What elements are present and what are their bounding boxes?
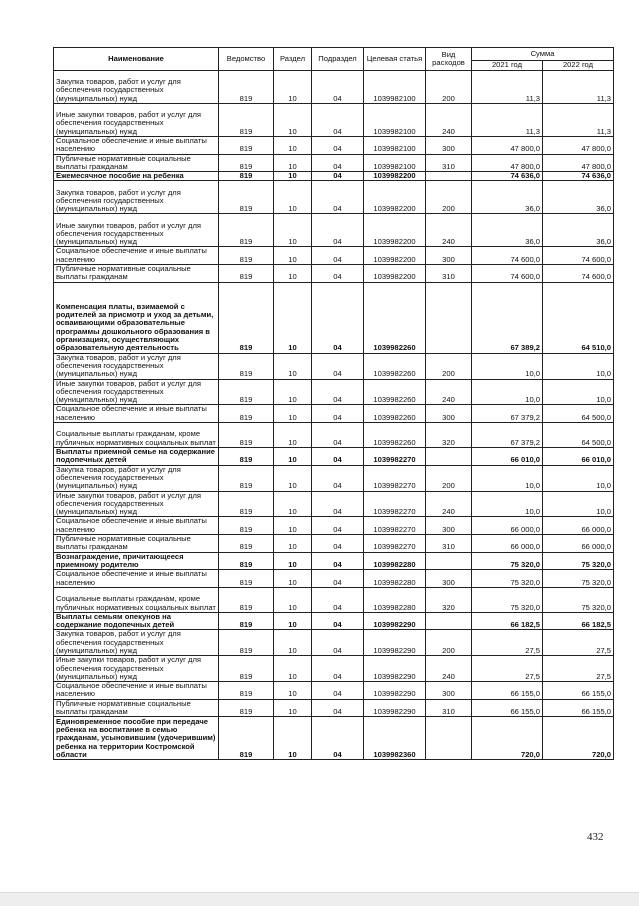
cell-target: 1039982260 — [364, 282, 426, 353]
cell-type: 300 — [426, 570, 472, 588]
table-row — [54, 265, 614, 283]
table-row — [54, 587, 614, 612]
cell-sec: 10 — [274, 448, 312, 466]
cell-sec: 10 — [274, 699, 312, 717]
cell-y2021: 11,3 — [472, 71, 543, 104]
cell-name: Вознаграждение, причитающееся приемному родителю — [54, 552, 219, 570]
table-row — [54, 282, 614, 353]
cell-dept: 819 — [219, 265, 274, 283]
cell-target: 1039982260 — [364, 379, 426, 405]
cell-y2022: 66 010,0 — [543, 448, 614, 466]
cell-type: 240 — [426, 214, 472, 247]
cell-dept: 819 — [219, 379, 274, 405]
cell-type: 200 — [426, 630, 472, 656]
cell-y2022: 74 600,0 — [543, 247, 614, 265]
cell-y2021: 10,0 — [472, 353, 543, 379]
cell-y2021: 74 636,0 — [472, 172, 543, 181]
cell-target: 1039982360 — [364, 717, 426, 760]
cell-y2022: 66 155,0 — [543, 682, 614, 700]
cell-sub: 04 — [312, 214, 364, 247]
cell-sub: 04 — [312, 630, 364, 656]
cell-name: Выплаты приемной семье на содержание подопечных детей — [54, 448, 219, 466]
table-row — [54, 353, 614, 379]
cell-y2022: 75 320,0 — [543, 570, 614, 588]
cell-sub: 04 — [312, 154, 364, 172]
cell-target: 1039982270 — [364, 465, 426, 491]
header-target-article: Целевая статья — [364, 48, 426, 71]
table-row — [54, 181, 614, 214]
table-row — [54, 491, 614, 517]
cell-y2022: 10,0 — [543, 379, 614, 405]
cell-name: Закупка товаров, работ и услуг для обеспечения государственных (муниципальных) нужд — [54, 181, 219, 214]
cell-dept: 819 — [219, 448, 274, 466]
cell-y2022: 66 000,0 — [543, 517, 614, 535]
cell-dept: 819 — [219, 214, 274, 247]
cell-y2022: 36,0 — [543, 181, 614, 214]
cell-type: 300 — [426, 517, 472, 535]
cell-y2021: 47 800,0 — [472, 154, 543, 172]
cell-y2022: 720,0 — [543, 717, 614, 760]
cell-name: Публичные нормативные социальные выплаты гражданам — [54, 535, 219, 553]
table-row — [54, 465, 614, 491]
cell-sub: 04 — [312, 570, 364, 588]
cell-sec: 10 — [274, 552, 312, 570]
cell-dept: 819 — [219, 423, 274, 448]
header-department: Ведомство — [219, 48, 274, 71]
cell-sub: 04 — [312, 247, 364, 265]
cell-sub: 04 — [312, 682, 364, 700]
cell-sub: 04 — [312, 104, 364, 137]
cell-type: 240 — [426, 379, 472, 405]
table-row — [54, 699, 614, 717]
cell-sec: 10 — [274, 181, 312, 214]
table-row — [54, 172, 614, 181]
cell-y2021: 10,0 — [472, 491, 543, 517]
cell-sec: 10 — [274, 172, 312, 181]
cell-type — [426, 282, 472, 353]
cell-type — [426, 717, 472, 760]
cell-y2021: 74 600,0 — [472, 265, 543, 283]
cell-dept: 819 — [219, 181, 274, 214]
cell-sub: 04 — [312, 656, 364, 682]
cell-dept: 819 — [219, 491, 274, 517]
header-expense-type: Вид расходов — [426, 48, 472, 71]
cell-y2022: 66 155,0 — [543, 699, 614, 717]
cell-sec: 10 — [274, 247, 312, 265]
cell-name: Социальное обеспечение и иные выплаты населению — [54, 682, 219, 700]
cell-name: Компенсация платы, взимаемой с родителей за присмотр и уход за детьми, осваивающими образовательные программы дошкольного образования в организациях, осуществляющих образовательную деятельность — [54, 282, 219, 353]
cell-sub: 04 — [312, 282, 364, 353]
cell-type: 310 — [426, 699, 472, 717]
cell-dept: 819 — [219, 570, 274, 588]
cell-sub: 04 — [312, 699, 364, 717]
cell-target: 1039982280 — [364, 587, 426, 612]
cell-y2022: 74 636,0 — [543, 172, 614, 181]
cell-sub: 04 — [312, 517, 364, 535]
cell-y2022: 64 510,0 — [543, 282, 614, 353]
cell-dept: 819 — [219, 247, 274, 265]
cell-target: 1039982280 — [364, 570, 426, 588]
cell-target: 1039982260 — [364, 405, 426, 423]
cell-type: 300 — [426, 247, 472, 265]
cell-y2021: 11,3 — [472, 104, 543, 137]
cell-name: Публичные нормативные социальные выплаты гражданам — [54, 154, 219, 172]
cell-target: 1039982290 — [364, 699, 426, 717]
cell-y2021: 67 389,2 — [472, 282, 543, 353]
cell-target: 1039982100 — [364, 137, 426, 155]
cell-sec: 10 — [274, 379, 312, 405]
cell-type — [426, 552, 472, 570]
cell-name: Закупка товаров, работ и услуг для обеспечения государственных (муниципальных) нужд — [54, 630, 219, 656]
table-row — [54, 423, 614, 448]
cell-type: 240 — [426, 491, 472, 517]
header-year-2022: 2022 год — [543, 61, 614, 71]
cell-name: Выплаты семьям опекунов на содержание подопечных детей — [54, 612, 219, 630]
cell-y2021: 66 182,5 — [472, 612, 543, 630]
cell-target: 1039982290 — [364, 630, 426, 656]
cell-sub: 04 — [312, 465, 364, 491]
cell-y2021: 75 320,0 — [472, 570, 543, 588]
cell-y2021: 67 379,2 — [472, 423, 543, 448]
table-header — [54, 48, 614, 71]
cell-dept: 819 — [219, 172, 274, 181]
page-number: 432 — [587, 831, 604, 843]
cell-y2022: 10,0 — [543, 465, 614, 491]
cell-dept: 819 — [219, 587, 274, 612]
cell-target: 1039982100 — [364, 71, 426, 104]
cell-sec: 10 — [274, 535, 312, 553]
cell-y2021: 36,0 — [472, 214, 543, 247]
cell-dept: 819 — [219, 535, 274, 553]
cell-sub: 04 — [312, 448, 364, 466]
cell-sec: 10 — [274, 265, 312, 283]
cell-dept: 819 — [219, 405, 274, 423]
cell-sub: 04 — [312, 172, 364, 181]
cell-sub: 04 — [312, 587, 364, 612]
cell-dept: 819 — [219, 552, 274, 570]
cell-target: 1039982200 — [364, 214, 426, 247]
cell-y2022: 75 320,0 — [543, 587, 614, 612]
cell-sec: 10 — [274, 491, 312, 517]
cell-dept: 819 — [219, 699, 274, 717]
cell-type: 200 — [426, 353, 472, 379]
cell-y2021: 720,0 — [472, 717, 543, 760]
cell-sec: 10 — [274, 423, 312, 448]
cell-type — [426, 448, 472, 466]
cell-sec: 10 — [274, 570, 312, 588]
cell-sub: 04 — [312, 379, 364, 405]
cell-y2022: 10,0 — [543, 491, 614, 517]
cell-dept: 819 — [219, 612, 274, 630]
table-row — [54, 570, 614, 588]
cell-y2021: 67 379,2 — [472, 405, 543, 423]
cell-y2021: 10,0 — [472, 465, 543, 491]
cell-type: 300 — [426, 137, 472, 155]
cell-dept: 819 — [219, 630, 274, 656]
cell-sub: 04 — [312, 535, 364, 553]
cell-type: 320 — [426, 423, 472, 448]
cell-name: Закупка товаров, работ и услуг для обеспечения государственных (муниципальных) нужд — [54, 465, 219, 491]
table-row — [54, 71, 614, 104]
table-row — [54, 154, 614, 172]
cell-sub: 04 — [312, 717, 364, 760]
cell-sub: 04 — [312, 552, 364, 570]
cell-target: 1039982200 — [364, 172, 426, 181]
cell-sec: 10 — [274, 517, 312, 535]
cell-y2022: 11,3 — [543, 71, 614, 104]
table-row — [54, 137, 614, 155]
cell-y2022: 11,3 — [543, 104, 614, 137]
cell-y2022: 27,5 — [543, 656, 614, 682]
cell-y2021: 66 155,0 — [472, 699, 543, 717]
table-row — [54, 682, 614, 700]
cell-target: 1039982280 — [364, 552, 426, 570]
cell-target: 1039982290 — [364, 682, 426, 700]
cell-name: Социальные выплаты гражданам, кроме публичных нормативных социальных выплат — [54, 423, 219, 448]
cell-name: Социальное обеспечение и иные выплаты населению — [54, 570, 219, 588]
cell-dept: 819 — [219, 717, 274, 760]
cell-y2021: 75 320,0 — [472, 587, 543, 612]
cell-y2022: 27,5 — [543, 630, 614, 656]
table-row — [54, 405, 614, 423]
cell-sec: 10 — [274, 612, 312, 630]
cell-y2022: 75 320,0 — [543, 552, 614, 570]
table-row — [54, 517, 614, 535]
cell-target: 1039982200 — [364, 181, 426, 214]
cell-name: Социальные выплаты гражданам, кроме публичных нормативных социальных выплат — [54, 587, 219, 612]
cell-name: Публичные нормативные социальные выплаты гражданам — [54, 699, 219, 717]
cell-y2022: 36,0 — [543, 214, 614, 247]
cell-y2021: 66 000,0 — [472, 535, 543, 553]
cell-y2022: 64 500,0 — [543, 405, 614, 423]
table-row — [54, 448, 614, 466]
cell-dept: 819 — [219, 137, 274, 155]
cell-name: Социальное обеспечение и иные выплаты населению — [54, 405, 219, 423]
cell-y2022: 74 600,0 — [543, 265, 614, 283]
cell-name: Единовременное пособие при передаче ребенка на воспитание в семью гражданам, усыновившим (удочерившим) ребенка на территории Костромской области — [54, 717, 219, 760]
table-row — [54, 104, 614, 137]
cell-type — [426, 612, 472, 630]
cell-dept: 819 — [219, 104, 274, 137]
cell-sub: 04 — [312, 491, 364, 517]
cell-sub: 04 — [312, 71, 364, 104]
cell-sub: 04 — [312, 423, 364, 448]
cell-y2022: 47 800,0 — [543, 137, 614, 155]
cell-sec: 10 — [274, 137, 312, 155]
cell-y2021: 27,5 — [472, 630, 543, 656]
cell-sec: 10 — [274, 154, 312, 172]
table-row — [54, 247, 614, 265]
cell-target: 1039982100 — [364, 104, 426, 137]
cell-name: Закупка товаров, работ и услуг для обеспечения государственных (муниципальных) нужд — [54, 353, 219, 379]
cell-sec: 10 — [274, 214, 312, 247]
cell-dept: 819 — [219, 71, 274, 104]
cell-target: 1039982270 — [364, 517, 426, 535]
table-row — [54, 379, 614, 405]
cell-dept: 819 — [219, 282, 274, 353]
cell-type: 300 — [426, 682, 472, 700]
cell-name: Публичные нормативные социальные выплаты гражданам — [54, 265, 219, 283]
cell-type: 310 — [426, 265, 472, 283]
cell-sec: 10 — [274, 587, 312, 612]
cell-y2021: 36,0 — [472, 181, 543, 214]
cell-name: Иные закупки товаров, работ и услуг для обеспечения государственных (муниципальных) нужд — [54, 656, 219, 682]
cell-dept: 819 — [219, 353, 274, 379]
cell-type: 310 — [426, 154, 472, 172]
cell-y2022: 10,0 — [543, 353, 614, 379]
cell-type: 240 — [426, 656, 472, 682]
cell-sub: 04 — [312, 137, 364, 155]
cell-target: 1039982200 — [364, 265, 426, 283]
cell-sec: 10 — [274, 465, 312, 491]
header-section: Раздел — [274, 48, 312, 71]
cell-y2021: 75 320,0 — [472, 552, 543, 570]
cell-dept: 819 — [219, 517, 274, 535]
cell-sec: 10 — [274, 682, 312, 700]
cell-type: 200 — [426, 71, 472, 104]
cell-type: 300 — [426, 405, 472, 423]
cell-y2022: 64 500,0 — [543, 423, 614, 448]
cell-target: 1039982270 — [364, 535, 426, 553]
cell-y2021: 47 800,0 — [472, 137, 543, 155]
cell-sub: 04 — [312, 405, 364, 423]
cell-name: Социальное обеспечение и иные выплаты населению — [54, 517, 219, 535]
header-subsection: Подраздел — [312, 48, 364, 71]
cell-dept: 819 — [219, 656, 274, 682]
table-row — [54, 630, 614, 656]
cell-type — [426, 172, 472, 181]
cell-sub: 04 — [312, 265, 364, 283]
cell-type: 200 — [426, 181, 472, 214]
cell-type: 240 — [426, 104, 472, 137]
cell-sec: 10 — [274, 353, 312, 379]
cell-name: Ежемесячное пособие на ребенка — [54, 172, 219, 181]
cell-sub: 04 — [312, 181, 364, 214]
table-row — [54, 656, 614, 682]
cell-name: Иные закупки товаров, работ и услуг для обеспечения государственных (муниципальных) нужд — [54, 214, 219, 247]
cell-type: 310 — [426, 535, 472, 553]
table-body — [54, 71, 614, 760]
cell-name: Иные закупки товаров, работ и услуг для обеспечения государственных (муниципальных) нужд — [54, 491, 219, 517]
cell-sec: 10 — [274, 282, 312, 353]
cell-name: Закупка товаров, работ и услуг для обеспечения государственных (муниципальных) нужд — [54, 71, 219, 104]
cell-target: 1039982260 — [364, 353, 426, 379]
cell-name: Иные закупки товаров, работ и услуг для обеспечения государственных (муниципальных) нужд — [54, 104, 219, 137]
header-year-2021: 2021 год — [472, 61, 543, 71]
cell-name: Иные закупки товаров, работ и услуг для обеспечения государственных (муниципальных) нужд — [54, 379, 219, 405]
cell-sec: 10 — [274, 656, 312, 682]
cell-type: 200 — [426, 465, 472, 491]
cell-dept: 819 — [219, 682, 274, 700]
cell-target: 1039982270 — [364, 448, 426, 466]
cell-dept: 819 — [219, 465, 274, 491]
table-row — [54, 612, 614, 630]
cell-y2021: 74 600,0 — [472, 247, 543, 265]
cell-y2021: 10,0 — [472, 379, 543, 405]
cell-target: 1039982200 — [364, 247, 426, 265]
cell-y2022: 47 800,0 — [543, 154, 614, 172]
cell-name: Социальное обеспечение и иные выплаты населению — [54, 247, 219, 265]
cell-target: 1039982290 — [364, 656, 426, 682]
cell-sec: 10 — [274, 630, 312, 656]
table-row — [54, 717, 614, 760]
cell-sec: 10 — [274, 717, 312, 760]
header-amount: Сумма — [472, 48, 614, 61]
table-row — [54, 552, 614, 570]
cell-y2021: 66 000,0 — [472, 517, 543, 535]
bottom-strip — [0, 892, 639, 906]
cell-type: 320 — [426, 587, 472, 612]
cell-name: Социальное обеспечение и иные выплаты населению — [54, 137, 219, 155]
budget-table — [53, 47, 614, 760]
cell-sec: 10 — [274, 71, 312, 104]
cell-y2022: 66 182,5 — [543, 612, 614, 630]
cell-target: 1039982100 — [364, 154, 426, 172]
cell-dept: 819 — [219, 154, 274, 172]
header-name: Наименование — [54, 48, 219, 71]
table-row — [54, 214, 614, 247]
cell-y2021: 66 155,0 — [472, 682, 543, 700]
cell-target: 1039982270 — [364, 491, 426, 517]
cell-sub: 04 — [312, 612, 364, 630]
cell-sec: 10 — [274, 104, 312, 137]
cell-y2022: 66 000,0 — [543, 535, 614, 553]
cell-y2021: 66 010,0 — [472, 448, 543, 466]
table-row — [54, 535, 614, 553]
cell-sub: 04 — [312, 353, 364, 379]
cell-target: 1039982290 — [364, 612, 426, 630]
cell-sec: 10 — [274, 405, 312, 423]
cell-y2021: 27,5 — [472, 656, 543, 682]
cell-target: 1039982260 — [364, 423, 426, 448]
